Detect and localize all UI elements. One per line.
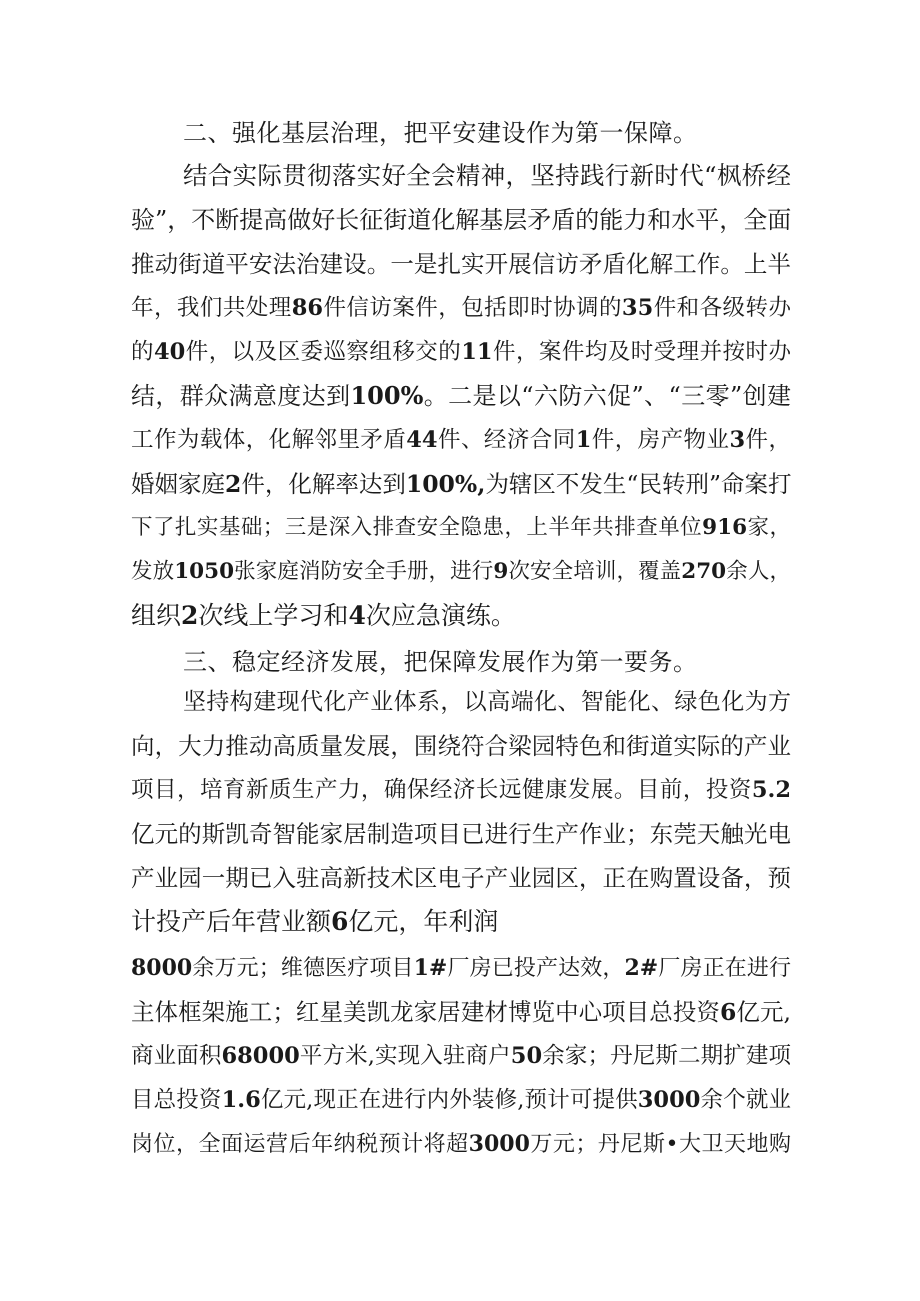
paragraph-line: 下了扎实基础；三是深入排查安全隐患，上半年共排查单位916家， bbox=[131, 515, 791, 540]
numeric-value: 1 bbox=[575, 427, 592, 453]
paragraph-line: 组织2次线上学习和4次应急演练。 bbox=[131, 601, 516, 630]
numeric-value: 3 bbox=[729, 427, 746, 453]
numeric-value: 68000 bbox=[221, 1043, 300, 1069]
numeric-value: 270 bbox=[681, 559, 727, 584]
paragraph-line: 8000余万元；维德医疗项目1#厂房已投产达效，2#厂房正在进行 bbox=[131, 955, 791, 981]
paragraph-line: 验”，不断提高做好长征街道化解基层矛盾的能力和水平，全面 bbox=[131, 206, 791, 234]
numeric-value: 2 bbox=[225, 470, 242, 498]
numeric-value: 5.2 bbox=[751, 777, 791, 803]
paragraph-line: 结合实际贯彻落实好全会精神，坚持践行新时代“枫桥经 bbox=[183, 161, 791, 190]
numeric-value: 3000 bbox=[637, 1087, 701, 1113]
numeric-value: 2 bbox=[181, 601, 199, 630]
numeric-value: 1050 bbox=[174, 559, 235, 584]
paragraph-line: 产业园一期已入驻高新技术区电子产业园区，正在购置设备，预 bbox=[131, 864, 791, 892]
paragraph-line: 发放1050张家庭消防安全手册，进行9次安全培训，覆盖270余人， bbox=[131, 559, 791, 584]
numeric-value: 6 bbox=[331, 907, 349, 936]
section-heading-2: 二、强化基层治理，把平安建设作为第一保障。 bbox=[183, 119, 698, 147]
paragraph-line: 婚姻家庭2件，化解率达到100%,为辖区不发生“民转刑”命案打 bbox=[131, 470, 791, 498]
paragraph-line: 主体框架施工；红星美凯龙家居建材博览中心项目总投资6亿元, bbox=[131, 998, 791, 1026]
numeric-value: 8000 bbox=[131, 955, 193, 981]
paragraph-line: 向，大力推动高质量发展，围绕符合梁园特色和街道实际的产业 bbox=[131, 732, 791, 760]
paragraph-line: 年，我们共处理86件信访案件，包括即时协调的35件和各级转办 bbox=[131, 295, 791, 321]
paragraph-line: 工作为载体，化解邻里矛盾44件、经济合同1件，房产物业3件， bbox=[131, 427, 791, 453]
numeric-value: 3000 bbox=[468, 1131, 530, 1157]
numeric-value: 100% bbox=[350, 381, 424, 410]
paragraph-line: 计投产后年营业额6亿元，年利润 bbox=[131, 907, 499, 936]
section-heading-3: 三、稳定经济发展，把保障发展作为第一要务。 bbox=[183, 648, 698, 676]
paragraph-line: 商业面积68000平方米,实现入驻商户50余家；丹尼斯二期扩建项 bbox=[131, 1043, 791, 1069]
paragraph-line: 项目，培育新质生产力，确保经济长远健康发展。目前，投资5.2 bbox=[131, 777, 791, 803]
numeric-value: 44 bbox=[406, 427, 438, 453]
numeric-value: 100%, bbox=[405, 470, 486, 498]
paragraph-line: 亿元的斯凯奇智能家居制造项目已进行生产作业；东莞天触光电 bbox=[131, 820, 791, 848]
numeric-value: 35 bbox=[621, 295, 654, 321]
numeric-value: 916 bbox=[702, 515, 748, 540]
numeric-value: 1.6 bbox=[221, 1087, 261, 1113]
numeric-value: 9 bbox=[493, 559, 509, 584]
numeric-value: 40 bbox=[153, 339, 186, 365]
numeric-value: 1# bbox=[413, 955, 448, 981]
paragraph-line: 岗位，全面运营后年纳税预计将超3000万元；丹尼斯•大卫天地购 bbox=[131, 1131, 791, 1157]
numeric-value: 86 bbox=[291, 295, 324, 321]
paragraph-line: 坚持构建现代化产业体系，以高端化、智能化、绿色化为方 bbox=[183, 689, 791, 715]
paragraph-line: 的40件，以及区委巡察组移交的11件，案件均及时受理并按时办 bbox=[131, 339, 791, 365]
numeric-value: 11 bbox=[461, 339, 493, 365]
paragraph-line: 结，群众满意度达到100%。二是以“六防六促”、“三零”创建 bbox=[131, 381, 791, 410]
numeric-value: 6 bbox=[719, 998, 737, 1026]
paragraph-line: 推动街道平安法治建设。一是扎实开展信访矛盾化解工作。上半 bbox=[131, 250, 791, 278]
numeric-value: 50 bbox=[510, 1043, 543, 1069]
numeric-value: 2# bbox=[624, 955, 659, 981]
numeric-value: 4 bbox=[348, 601, 366, 630]
paragraph-line: 目总投资1.6亿元,现正在进行内外装修,预计可提供3000余个就业 bbox=[131, 1087, 791, 1113]
